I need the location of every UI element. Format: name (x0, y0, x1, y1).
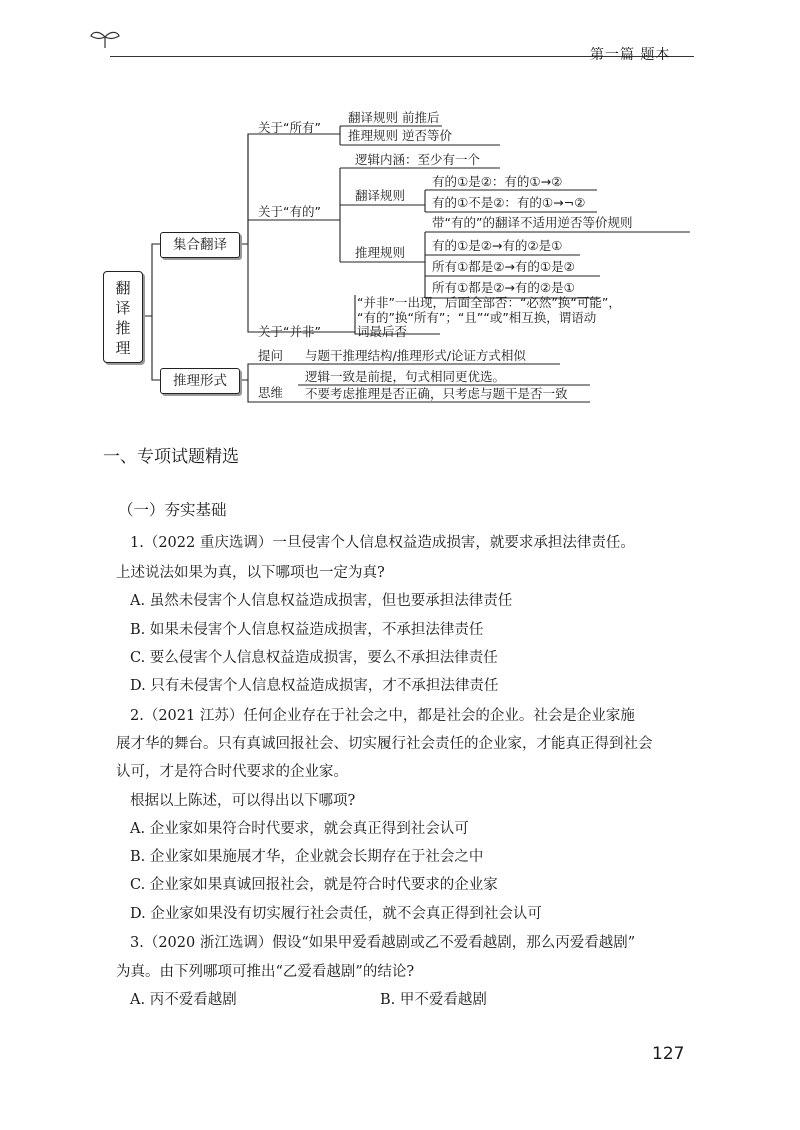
node-set-translation: 集合翻译 (160, 232, 240, 258)
label-all: 关于“所有” (258, 120, 321, 135)
q2-stem-2: 展才华的舞台。只有真诚回报社会、切实履行社会责任的企业家，才能真正得到社会 (116, 736, 653, 752)
all-translate: 翻译规则 前推后 (348, 110, 440, 125)
mindmap-root (103, 271, 143, 363)
q3-stem-1: 3.（2020 浙江选调）假设“如果甲爱看越剧或乙不爱看越剧，那么丙爱看越剧” (130, 935, 636, 951)
form-ask: 与题干推理结构/推理形式/论证方式相似 (305, 348, 526, 363)
subsection-title: （一）夯实基础 (118, 501, 227, 519)
some-meaning: 逻辑内涵：至少有一个 (355, 152, 481, 167)
some-infer-2: 有的①是②→有的②是① (432, 238, 563, 253)
q1-stem-2: 上述说法如果为真，以下哪项也一定为真? (116, 565, 385, 581)
form-ask-label: 提问 (258, 348, 284, 363)
q2-stem-1: 2.（2021 江苏）任何企业存在于社会之中，都是社会的企业。社会是企业家施 (130, 708, 635, 724)
some-infer-1: 带“有的”的翻译不适用逆否等价规则 (432, 215, 633, 230)
node-inference-form: 推理形式 (160, 368, 240, 394)
q2-option-a: A. 企业家如果符合时代要求，就会真正得到社会认可 (130, 821, 469, 837)
root-char-4: 理 (115, 339, 131, 357)
q1-option-a: A. 虽然未侵害个人信息权益造成损害，但也要承担法律责任 (130, 593, 513, 609)
root-char-2: 译 (115, 299, 131, 317)
page-number: 127 (652, 1044, 685, 1064)
some-infer-3: 所有①都是②→有的①是② (432, 259, 575, 274)
some-translate-2: 有的①不是②：有的①→¬② (432, 195, 586, 210)
chapter-title: 第一篇 题本 (590, 47, 671, 63)
neg-line-1: “并非”一出现，后面全部否：“必然”换“可能”， (357, 295, 621, 310)
neg-line-2: “有的”换“所有”；“且”“或”相互换，谓语动 (357, 310, 597, 325)
root-label (104, 278, 142, 358)
root-char-1: 翻 (115, 279, 131, 297)
q3-option-a: A. 丙不爱看越剧 (130, 992, 237, 1008)
some-infer-4: 所有①都是②→有的②是① (432, 280, 575, 295)
neg-line-3: 词最后否 (357, 324, 408, 339)
all-infer: 推理规则 逆否等价 (348, 128, 452, 143)
q2-question: 根据以上陈述，可以得出以下哪项? (130, 793, 356, 809)
q2-option-b: B. 企业家如果施展才华，企业就会长期存在于社会之中 (130, 849, 484, 865)
some-translate-label: 翻译规则 (355, 188, 406, 203)
q2-option-d: D. 企业家如果没有切实履行社会责任，就不会真正得到社会认可 (130, 906, 542, 922)
q1-stem-1: 1.（2022 重庆选调）一旦侵害个人信息权益造成损害，就要求承担法律责任。 (130, 535, 635, 551)
form-think-1: 逻辑一致是前提，句式相同更优选。 (305, 369, 506, 384)
q3-option-b: B. 甲不爱看越剧 (380, 992, 487, 1008)
label-some: 关于“有的” (258, 204, 321, 219)
mindmap (0, 0, 800, 420)
some-infer-label: 推理规则 (355, 245, 406, 260)
q2-option-c: C. 企业家如果真诚回报社会，就是符合时代要求的企业家 (130, 877, 498, 893)
label-neg: 关于“并非” (258, 324, 321, 339)
form-think-label: 思维 (258, 385, 284, 400)
some-translate-1: 有的①是②：有的①→② (432, 174, 563, 189)
root-char-3: 推 (115, 319, 131, 337)
q1-option-b: B. 如果未侵害个人信息权益造成损害，不承担法律责任 (130, 622, 484, 638)
q1-option-d: D. 只有未侵害个人信息权益造成损害，才不承担法律责任 (130, 678, 499, 694)
form-think-2: 不要考虑推理是否正确，只考虑与题干是否一致 (305, 386, 568, 401)
q3-stem-2: 为真。由下列哪项可推出“乙爱看越剧”的结论? (116, 964, 415, 980)
section-title: 一、专项试题精选 (103, 447, 239, 467)
q1-option-c: C. 要么侵害个人信息权益造成损害，要么不承担法律责任 (130, 650, 498, 666)
q2-stem-3: 认可，才是符合时代要求的企业家。 (116, 764, 348, 780)
